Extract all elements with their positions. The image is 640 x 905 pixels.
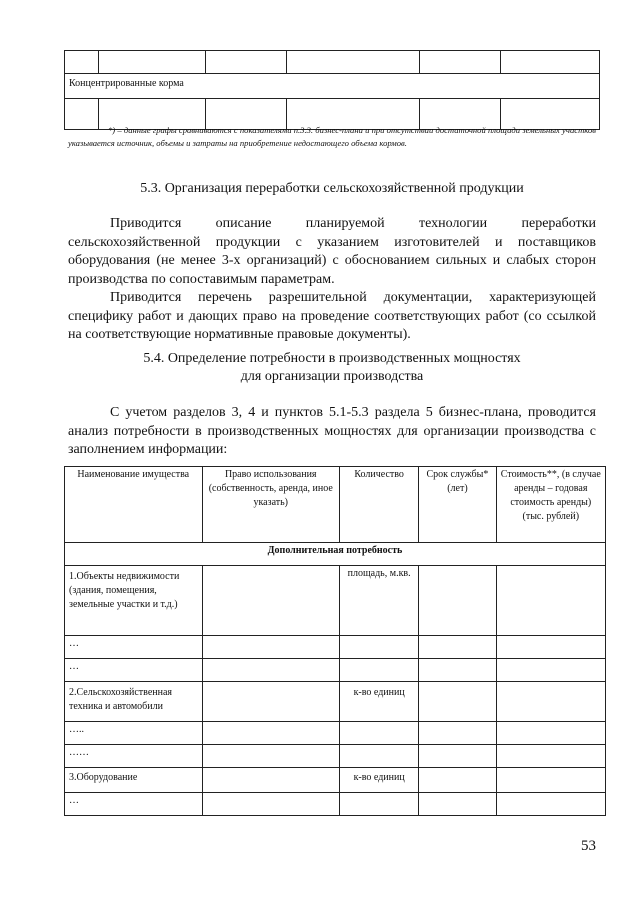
section-5-3-paragraph-2: Приводится перечень разрешительной документации, характеризующей специфику работ и дающих право на проведение соответствующих работ (со ссылкой на соответствующие нормативные правовые документы). <box>68 290 596 342</box>
row-name: … <box>65 793 203 816</box>
col-header-right: Право использования (собственность, аренда, иное указать) <box>202 467 340 543</box>
row-quantity: к-во единиц <box>340 682 419 722</box>
table-row <box>65 722 606 745</box>
row-name: … <box>65 659 203 682</box>
section-5-4-heading-line-2: для организации производства <box>240 369 424 384</box>
row-name: … <box>65 636 203 659</box>
footnote: *) – данные графы сравниваются с показателями п.3.3. бизнес-плана и при отсутствии достаточной площади земельных участков указывается источник, объемы и затраты на приобретение недостающего объема кормов. <box>68 125 596 149</box>
capacity-table <box>64 466 606 816</box>
section-5-3-heading: 5.3. Организация переработки сельскохозяйственной продукции <box>140 181 524 196</box>
table-row <box>65 636 606 659</box>
top-table <box>64 50 600 130</box>
table-row <box>65 74 600 99</box>
row-name: 2.Сельскохозяйственная техника и автомобили <box>65 682 203 722</box>
table-row <box>65 682 606 722</box>
row-quantity: к-во единиц <box>340 768 419 793</box>
section-title: Дополнительная потребность <box>65 543 606 566</box>
table-row <box>65 768 606 793</box>
table-row <box>65 793 606 816</box>
table-row <box>65 566 606 636</box>
page-number: 53 <box>581 838 596 854</box>
col-header-service-life: Срок службы* (лет) <box>419 467 496 543</box>
table-row <box>65 51 600 74</box>
col-header-name: Наименование имущества <box>65 467 203 543</box>
row-name: 1.Объекты недвижимости (здания, помещения, земельные участки и т.д.) <box>65 566 203 636</box>
row-quantity: площадь, м.кв. <box>340 566 419 636</box>
section-5-4-heading-line-1: 5.4. Определение потребности в производственных мощностях <box>143 351 521 366</box>
col-header-cost: Стоимость**, (в случае аренды – годовая стоимость аренды) (тыс. рублей) <box>496 467 605 543</box>
row-name: ….. <box>65 722 203 745</box>
table-section-row <box>65 543 606 566</box>
table-row <box>65 659 606 682</box>
section-5-4-paragraph: С учетом разделов 3, 4 и пунктов 5.1-5.3 раздела 5 бизнес-плана, проводится анализ потребности в производственных мощностях для организации производства с заполнением информации: <box>68 405 596 457</box>
row-label: Концентрированные корма <box>65 74 600 99</box>
row-name: 3.Оборудование <box>65 768 203 793</box>
table-header-row <box>65 467 606 543</box>
section-5-3-paragraph-1: Приводится описание планируемой технологии переработки сельскохозяйственной продукции с указанием изготовителей и поставщиков оборудования (не менее 3-х организаций) с обоснованием сильных и слабых сторон производства по сопоставимым параметрам. <box>68 216 596 287</box>
row-name: …… <box>65 745 203 768</box>
col-header-quantity: Количество <box>340 467 419 543</box>
table-row <box>65 745 606 768</box>
